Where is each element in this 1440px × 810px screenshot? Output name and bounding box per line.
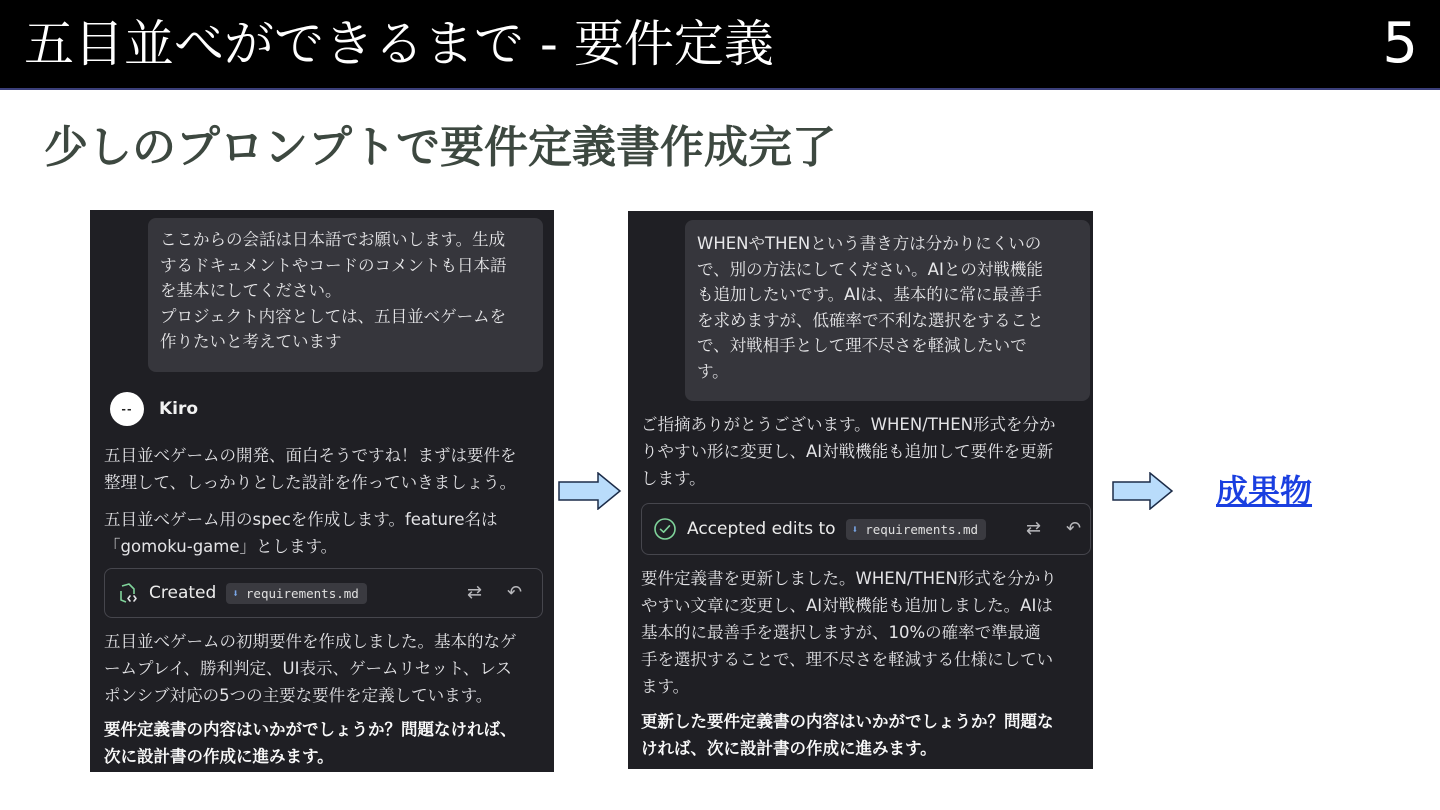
agent-reply <box>104 628 517 709</box>
chat-panel-right <box>628 211 1093 769</box>
card-label: Accepted edits to <box>687 519 836 539</box>
reply-line: 五目並べゲームの初期要件を作成しました。基本的なゲ <box>104 632 517 651</box>
message-line: で、別の方法にしてください。AIとの対戦機能 <box>697 259 1043 279</box>
message-line: す。 <box>697 361 729 381</box>
agent-reply <box>641 411 1055 492</box>
chat-panel-left <box>90 210 554 772</box>
created-file-card[interactable] <box>104 568 543 618</box>
card-label: Created <box>149 583 217 603</box>
agent-reply <box>104 506 498 560</box>
message-line: ここからの会話は日本語でお願いします。生成 <box>160 230 506 249</box>
slide-title: 五目並べができるまで - 要件定義 <box>24 15 774 73</box>
reply-line: りやすい形に変更し、AI対戦機能も追加して要件を更新 <box>641 442 1054 461</box>
agent-question <box>104 716 517 770</box>
agent-question <box>641 708 1054 762</box>
deliverables-link[interactable]: 成果物 <box>1216 472 1313 510</box>
reply-line: ます。 <box>641 677 690 696</box>
message-line: を求めますが、低確率で不利な選択をすること <box>697 310 1044 330</box>
kiro-avatar: -- <box>110 392 144 426</box>
user-message-bubble <box>685 220 1090 401</box>
reply-line: 五目並べゲーム用のspecを作成します。feature名は <box>104 510 498 529</box>
download-icon: ⬇ <box>232 586 239 600</box>
reply-line: 手を選択することで、理不尽さを軽減する仕様にしてい <box>641 650 1054 669</box>
reply-line: 「gomoku-game」とします。 <box>104 537 338 556</box>
agent-name: Kiro <box>159 399 199 419</box>
file-name: requirements.md <box>865 521 979 537</box>
reply-line: ご指摘ありがとうございます。WHEN/THEN形式を分か <box>641 415 1056 434</box>
file-code-icon <box>117 582 139 604</box>
undo-icon[interactable]: ↶ <box>507 582 523 603</box>
reply-line: します。 <box>641 469 706 488</box>
reply-line: 更新した要件定義書の内容はいかがでしょうか？問題な <box>641 712 1054 731</box>
reply-line: 五目並べゲームの開発、面白そうですね！まずは要件を <box>104 446 517 465</box>
reply-line: やすい文章に変更し、AI対戦機能も追加しました。AIは <box>641 596 1053 615</box>
right-arrow-icon <box>1112 472 1174 510</box>
file-chip[interactable] <box>846 519 987 540</box>
user-message-bubble <box>148 218 543 372</box>
slide-header <box>0 0 1440 90</box>
compare-icon[interactable]: ⇄ <box>467 582 483 603</box>
message-line: プロジェクト内容としては、五目並べゲームを <box>160 306 507 326</box>
check-circle-icon <box>653 517 677 541</box>
undo-icon[interactable]: ↶ <box>1066 518 1082 539</box>
file-name: requirements.md <box>245 585 359 601</box>
page-number: 5 <box>1382 11 1418 76</box>
accepted-edits-card[interactable] <box>641 503 1091 555</box>
compare-icon[interactable]: ⇄ <box>1026 518 1042 539</box>
reply-line: ければ、次に設計書の作成に進みます。 <box>641 739 937 758</box>
agent-reply <box>641 565 1057 700</box>
reply-line: 整理して、しっかりとした設計を作っていきましょう。 <box>104 473 517 492</box>
reply-line: 要件定義書を更新しました。WHEN/THEN形式を分かり <box>641 569 1057 588</box>
right-arrow-icon <box>558 472 622 510</box>
message-line: するドキュメントやコードのコメントも日本語 <box>160 255 507 275</box>
message-line: で、対戦相手として理不尽さを軽減したいで <box>697 336 1027 355</box>
download-icon: ⬇ <box>851 522 859 536</box>
file-chip[interactable] <box>226 583 367 604</box>
reply-line: ポンシブ対応の5つの主要な要件を定義しています。 <box>104 686 493 705</box>
agent-reply <box>104 442 517 496</box>
message-line: WHENやTHENという書き方は分かりにくいの <box>697 234 1042 253</box>
reply-line: 次に設計書の作成に進みます。 <box>104 747 334 766</box>
message-line: も追加したいです。AIは、基本的に常に最善手 <box>697 285 1042 304</box>
message-line: を基本にしてください。 <box>160 281 342 300</box>
agent-header <box>110 392 198 426</box>
reply-line: 要件定義書の内容はいかがでしょうか？問題なければ、 <box>104 720 517 739</box>
slide-subtitle: 少しのプロンプトで要件定義書作成完了 <box>44 122 836 173</box>
reply-line: 基本的に最善手を選択しますが、10%の確率で準最適 <box>641 623 1041 642</box>
message-line: 作りたいと考えています <box>160 332 342 351</box>
reply-line: ームプレイ、勝利判定、UI表示、ゲームリセット、レス <box>104 659 512 678</box>
